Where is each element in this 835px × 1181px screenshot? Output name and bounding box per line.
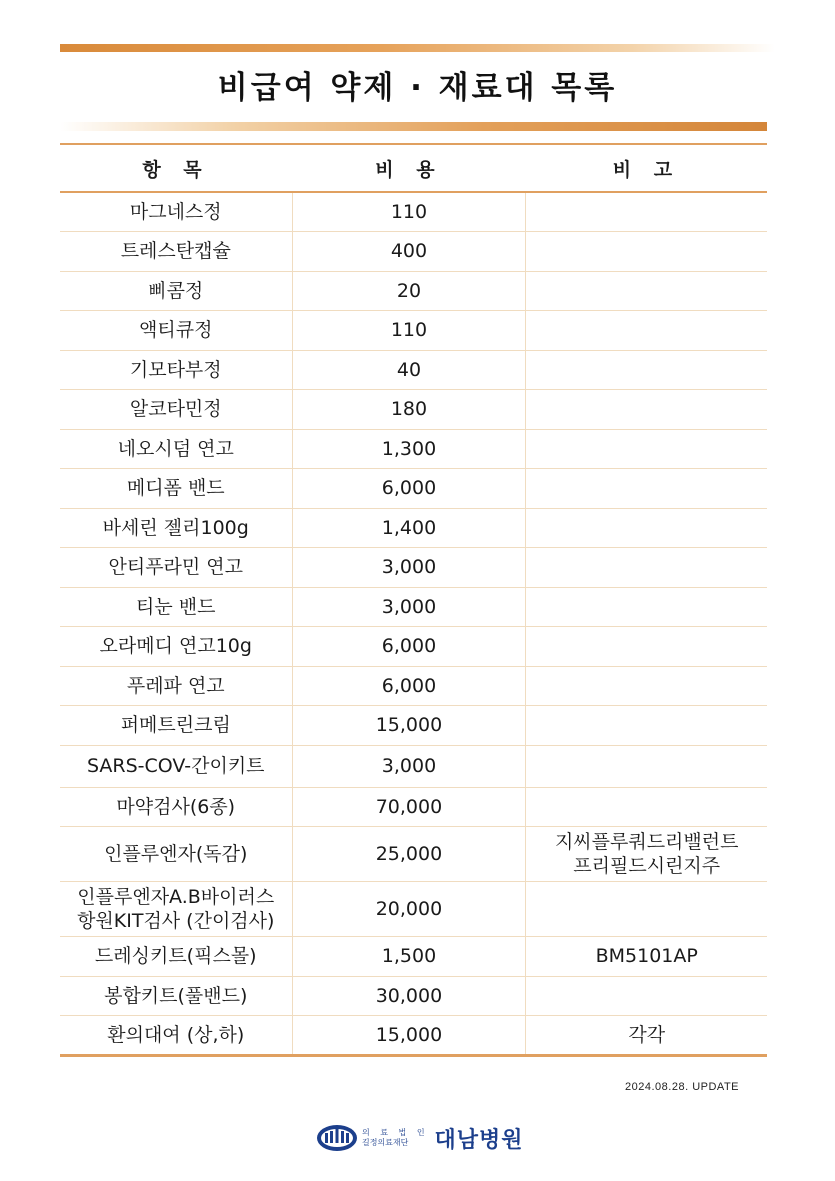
item-cell: 마그네스정 bbox=[60, 192, 292, 232]
table-row bbox=[60, 192, 767, 232]
update-date: 2024.08.28. UPDATE bbox=[625, 1081, 739, 1093]
note-cell bbox=[526, 787, 767, 827]
table-row bbox=[60, 232, 767, 272]
item-cell: 삐콤정 bbox=[60, 271, 292, 311]
table-row bbox=[60, 787, 767, 827]
note-cell bbox=[526, 627, 767, 667]
cost-cell: 25,000 bbox=[292, 827, 526, 882]
item-cell: 퍼메트린크림 bbox=[60, 706, 292, 746]
note-cell bbox=[526, 706, 767, 746]
note-cell bbox=[526, 976, 767, 1016]
cost-cell: 110 bbox=[292, 311, 526, 351]
note-cell: BM5101AP bbox=[526, 937, 767, 977]
item-cell: 네오시덤 연고 bbox=[60, 429, 292, 469]
note-cell bbox=[526, 587, 767, 627]
logo-line2: 길정의료재단 bbox=[362, 1138, 409, 1147]
table-row bbox=[60, 1016, 767, 1056]
cost-cell: 30,000 bbox=[292, 976, 526, 1016]
logo-hospital-name: 대남병원 bbox=[434, 1127, 524, 1153]
note-cell bbox=[526, 271, 767, 311]
cost-cell: 3,000 bbox=[292, 745, 526, 787]
item-cell: 봉합키트(풀밴드) bbox=[60, 976, 292, 1016]
item-cell: 바세린 젤리100g bbox=[60, 508, 292, 548]
cost-cell: 15,000 bbox=[292, 1016, 526, 1056]
table-row bbox=[60, 666, 767, 706]
note-cell bbox=[526, 469, 767, 509]
item-cell: 푸레파 연고 bbox=[60, 666, 292, 706]
header-cost: 비 용 bbox=[292, 144, 526, 192]
table-row bbox=[60, 627, 767, 667]
title-underline-bar bbox=[60, 122, 767, 131]
item-cell: 오라메디 연고10g bbox=[60, 627, 292, 667]
table-row bbox=[60, 508, 767, 548]
price-table bbox=[60, 143, 767, 1057]
table-row bbox=[60, 271, 767, 311]
cost-cell: 1,300 bbox=[292, 429, 526, 469]
logo-line1: 의 료 법 인 bbox=[362, 1128, 429, 1137]
note-cell bbox=[526, 390, 767, 430]
cost-cell: 3,000 bbox=[292, 587, 526, 627]
cost-cell: 6,000 bbox=[292, 627, 526, 667]
note-cell bbox=[526, 666, 767, 706]
note-cell bbox=[526, 192, 767, 232]
cost-cell: 20,000 bbox=[292, 882, 526, 937]
item-cell: 메디폼 밴드 bbox=[60, 469, 292, 509]
note-cell: 지씨플루쿼드리밸런트 프리필드시린지주 bbox=[526, 827, 767, 882]
item-cell: 환의대여 (상,하) bbox=[60, 1016, 292, 1056]
table-body bbox=[60, 192, 767, 1055]
cost-cell: 3,000 bbox=[292, 548, 526, 588]
item-cell: 트레스탄캡슐 bbox=[60, 232, 292, 272]
cost-cell: 20 bbox=[292, 271, 526, 311]
table-row bbox=[60, 429, 767, 469]
note-cell bbox=[526, 311, 767, 351]
note-cell bbox=[526, 882, 767, 937]
item-cell: 마약검사(6종) bbox=[60, 787, 292, 827]
note-cell bbox=[526, 350, 767, 390]
cost-cell: 15,000 bbox=[292, 706, 526, 746]
cost-cell: 400 bbox=[292, 232, 526, 272]
table-row bbox=[60, 350, 767, 390]
cost-cell: 110 bbox=[292, 192, 526, 232]
table-row bbox=[60, 882, 767, 937]
table-row bbox=[60, 937, 767, 977]
note-cell bbox=[526, 508, 767, 548]
hospital-emblem-icon bbox=[316, 1123, 358, 1153]
item-cell: 안티푸라민 연고 bbox=[60, 548, 292, 588]
item-cell: 티눈 밴드 bbox=[60, 587, 292, 627]
header-note: 비 고 bbox=[526, 144, 767, 192]
cost-cell: 1,500 bbox=[292, 937, 526, 977]
cost-cell: 1,400 bbox=[292, 508, 526, 548]
header-item: 항 목 bbox=[60, 144, 292, 192]
cost-cell: 40 bbox=[292, 350, 526, 390]
table-row bbox=[60, 745, 767, 787]
table-row bbox=[60, 706, 767, 746]
item-cell: 알코타민정 bbox=[60, 390, 292, 430]
table-row bbox=[60, 587, 767, 627]
item-cell: 액티큐정 bbox=[60, 311, 292, 351]
item-cell: 인플루엔자(독감) bbox=[60, 827, 292, 882]
cost-cell: 70,000 bbox=[292, 787, 526, 827]
table-row bbox=[60, 469, 767, 509]
cost-cell: 180 bbox=[292, 390, 526, 430]
table-row bbox=[60, 976, 767, 1016]
note-cell: 각각 bbox=[526, 1016, 767, 1056]
table-header bbox=[60, 144, 767, 192]
table-row bbox=[60, 827, 767, 882]
item-cell: 드레싱키트(픽스몰) bbox=[60, 937, 292, 977]
top-accent-bar bbox=[60, 44, 775, 52]
cost-cell: 6,000 bbox=[292, 469, 526, 509]
page-title: 비급여 약제 · 재료대 목록 bbox=[217, 70, 618, 106]
item-cell: SARS-COV-간이키트 bbox=[60, 745, 292, 787]
note-cell bbox=[526, 232, 767, 272]
table-row bbox=[60, 311, 767, 351]
table-row bbox=[60, 390, 767, 430]
note-cell bbox=[526, 548, 767, 588]
item-cell: 기모타부정 bbox=[60, 350, 292, 390]
hospital-logo bbox=[316, 1120, 524, 1156]
note-cell bbox=[526, 745, 767, 787]
cost-cell: 6,000 bbox=[292, 666, 526, 706]
item-cell: 인플루엔자A.B바이러스 항원KIT검사 (간이검사) bbox=[60, 882, 292, 937]
note-cell bbox=[526, 429, 767, 469]
table-row bbox=[60, 548, 767, 588]
